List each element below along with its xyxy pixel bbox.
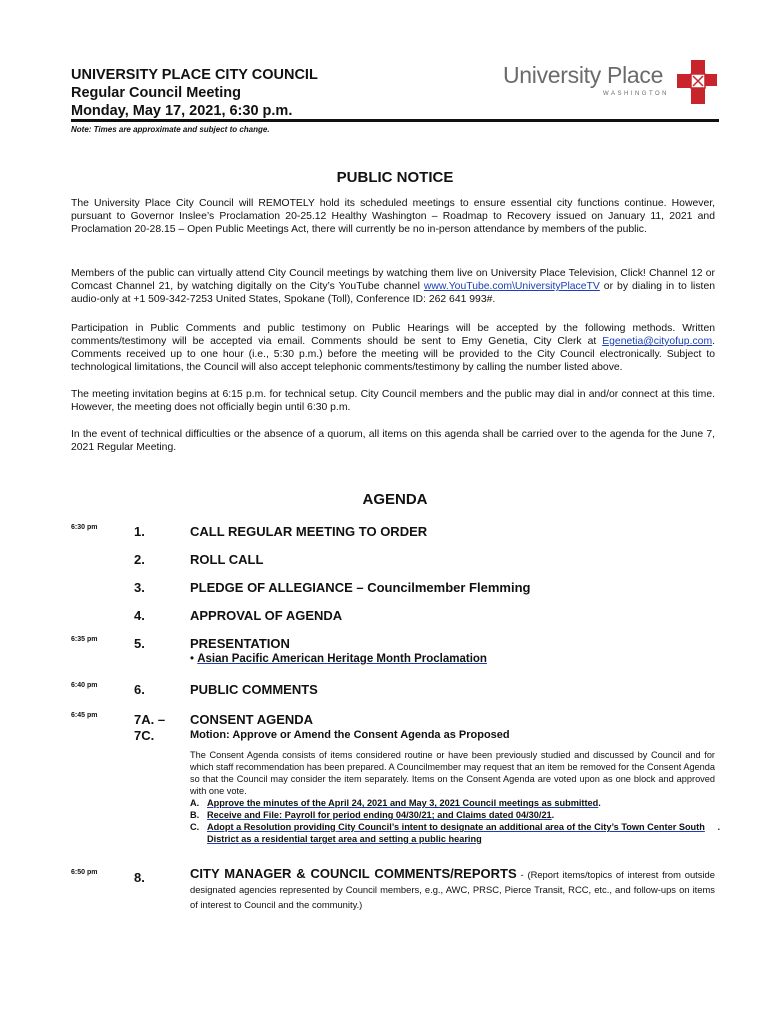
presentation-subitem xyxy=(190,653,487,665)
consent-motion: Motion: Approve or Amend the Consent Agenda as Proposed xyxy=(190,729,510,741)
agenda-item-pledge: PLEDGE OF ALLEGIANCE – Councilmember Flemming xyxy=(190,580,531,595)
consent-item-c: C. Adopt a Resolution providing City Council’s intent to designate an additional area of the City’s Town Center South District as a residential target area and setting a public hearing . xyxy=(190,822,720,844)
agenda-number: 4. xyxy=(134,608,145,623)
notice-paragraph-1: The University Place City Council will REMOTELY hold its scheduled meetings to ensure essential city functions continue. However, pursuant to Governor Inslee’s Proclamation 20-25.12 Healthy Washington – Roadmap to Recovery issued on January 11, 2021 and Proclamation 20-28.15 – Open Public Meetings Act, there will currently be no in-person attendance by members of the public. xyxy=(71,198,715,235)
agenda-time: 6:40 pm xyxy=(71,682,98,689)
minutes-link[interactable]: Approve the minutes of the April 24, 2021 and May 3, 2021 Council meetings as submitted xyxy=(207,798,599,808)
agenda-title: AGENDA xyxy=(362,491,428,508)
header-rule xyxy=(71,119,719,122)
resolution-link[interactable]: Adopt a Resolution providing City Council’s intent to designate an additional area of the City’s Town Center South District as a residential target area and setting a public hearing xyxy=(207,822,705,844)
manager-reports-title: CITY MANAGER & COUNCIL COMMENTS/REPORTS xyxy=(190,866,517,881)
bullet: • xyxy=(190,653,195,665)
flower-logo-icon xyxy=(669,58,719,108)
logo-subtext: WASHINGTON xyxy=(603,91,670,97)
agenda-number: 3. xyxy=(134,580,145,595)
clerk-email-link[interactable]: Egenetia@cityofup.com xyxy=(602,336,713,347)
notice-paragraph-3: Participation in Public Comments and public testimony on Public Hearings will be accepted by the following methods. Written comments/testimony will be accepted via email. Comments should be sent to Emy Genetia, City Clerk at Egenetia@cityofup.com. Comments received up to one hour (i.e., 5:30 p.m.) before the meeting will be provided to the City Council electronically. Subject to technological limitations, the Council will also accept telephonic comments/testimony by calling the number listed above. xyxy=(71,323,715,373)
agenda-number: 8. xyxy=(134,870,145,885)
agenda-item-consent: CONSENT AGENDA xyxy=(190,712,314,727)
agenda-number: 5. xyxy=(134,636,145,651)
youtube-link[interactable]: www.YouTube.com\UniversityPlaceTV xyxy=(423,281,600,292)
agenda-item-presentation: PRESENTATION xyxy=(190,636,290,651)
logo-text: University Place xyxy=(503,62,664,88)
agenda-time: 6:45 pm xyxy=(71,712,98,719)
agenda-number: 1. xyxy=(134,524,145,539)
payroll-claims-link[interactable]: Receive and File: Payroll for period ending 04/30/21; and Claims dated 04/30/21 xyxy=(207,810,552,820)
agenda-time: 6:35 pm xyxy=(71,636,98,643)
agenda-item-public-comments: PUBLIC COMMENTS xyxy=(190,682,318,697)
times-note: Note: Times are approximate and subject to change. xyxy=(71,125,270,134)
notice-paragraph-5: In the event of technical difficulties or the absence of a quorum, all items on this agenda shall be carried over to the agenda for the June 7, 2021 Regular Meeting. xyxy=(71,429,715,453)
meeting-header xyxy=(71,66,318,120)
manager-reports-description: - (Report items/topics of interest from outside designated agencies represented by Council members, e.g., AWC, PRSC, Pierce Transit, RCC, etc., and follow-ups on items of interest to Council and the community.) xyxy=(190,869,715,910)
notice-paragraph-4: The meeting invitation begins at 6:15 p.m. for technical setup. City Council members and the public may dial in and/or connect at this time. However, the meeting does not officially begin until 6:30 p.m. xyxy=(71,389,715,413)
agenda-item-approval: APPROVAL OF AGENDA xyxy=(190,608,343,623)
agenda-number: 2. xyxy=(134,552,145,567)
notice-paragraph-2: Members of the public can virtually attend City Council meetings by watching them live on University Place Television, Click! Channel 12 or Comcast Channel 21, by watching digitally on the City’s YouTube channel www.YouTube.com\UniversityPlaceTV or by dialing in to listen audio-only at +1 509-342-7253 United States, Spokane (Toll), Conference ID: 262 641 993#. xyxy=(71,268,715,305)
notice-title: PUBLIC NOTICE xyxy=(336,169,454,186)
agenda-time: 6:50 pm xyxy=(71,869,98,876)
consent-item-a: A. Approve the minutes of the April 24, 2021 and May 3, 2021 Council meetings as submitted. xyxy=(190,798,601,808)
agenda-time: 6:30 pm xyxy=(71,524,98,531)
meeting-type: Regular Council Meeting xyxy=(71,85,241,101)
agenda-item-call-to-order: CALL REGULAR MEETING TO ORDER xyxy=(190,524,428,539)
agenda-number: 7C. xyxy=(134,728,155,743)
agenda-item-roll-call: ROLL CALL xyxy=(190,552,264,567)
agenda-number: 6. xyxy=(134,682,145,697)
city-logo xyxy=(503,58,719,108)
consent-description: The Consent Agenda consists of items considered routine or have been previously studied and discussed by Council and for which staff recommendation has been prepared. A Councilmember may request that an item be removed for the Consent Agenda so that the Council may consider the item separately. Items on the Consent Agenda are voted upon as one block and approved with one vote. xyxy=(190,750,715,796)
council-name: UNIVERSITY PLACE CITY COUNCIL xyxy=(71,67,318,83)
consent-item-b: B. Receive and File: Payroll for period ending 04/30/21; and Claims dated 04/30/21. xyxy=(190,810,555,820)
meeting-date: Monday, May 17, 2021, 6:30 p.m. xyxy=(71,103,293,119)
heritage-proclamation-link[interactable]: Asian Pacific American Heritage Month Proclamation xyxy=(197,653,487,665)
agenda-item-manager-reports xyxy=(190,867,715,912)
agenda-number: 7A. – xyxy=(134,712,166,727)
